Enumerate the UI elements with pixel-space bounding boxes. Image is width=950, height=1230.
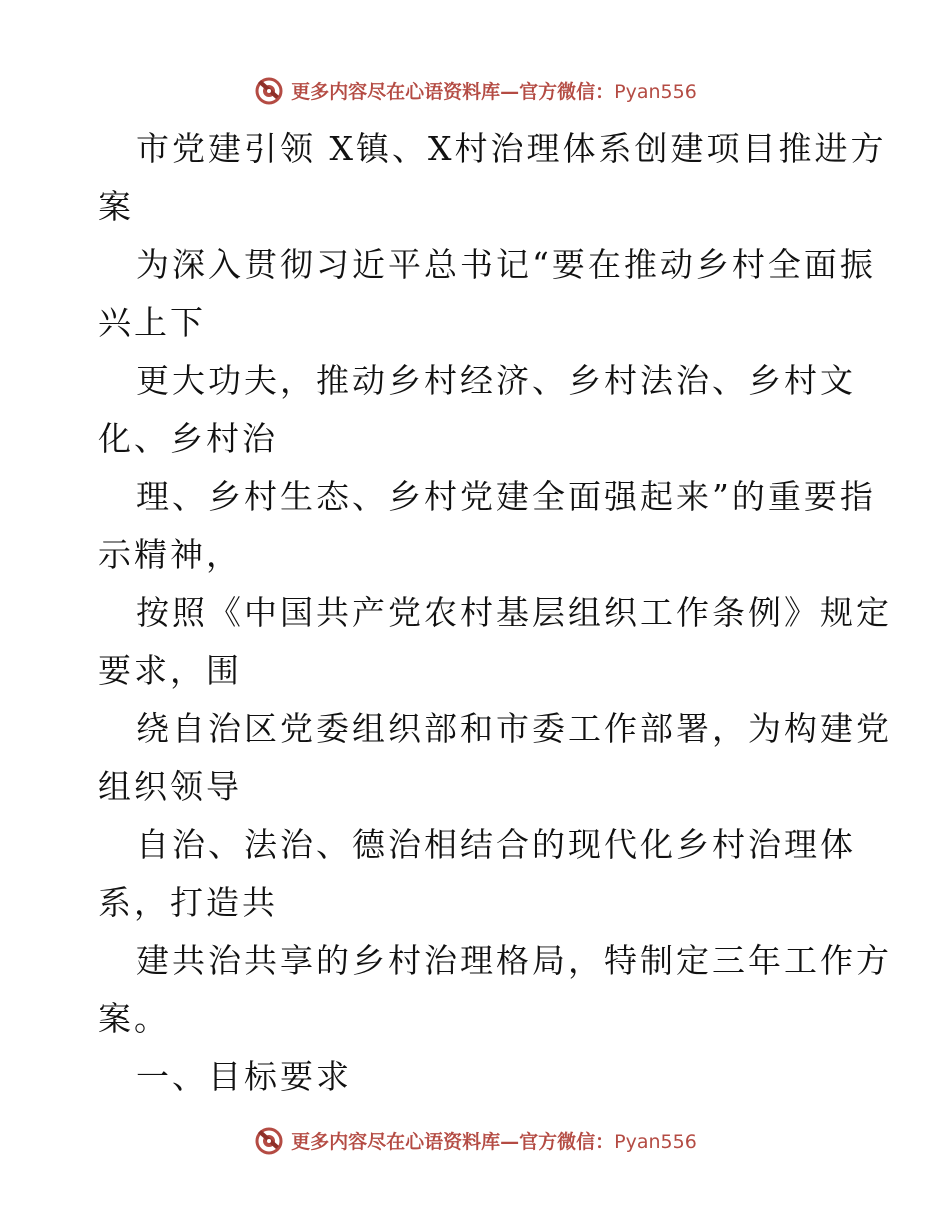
document-line: 理、乡村生态、乡村党建全面强起来”的重要指 [136, 477, 876, 516]
document-line: 案 [98, 187, 134, 226]
document-line: 为深入贯彻习近平总书记“要在推动乡村全面振 [136, 245, 876, 284]
watermark-handle: Pyan556 [614, 80, 697, 103]
document-line: 按照《中国共产党农村基层组织工作条例》规定 [136, 593, 892, 632]
document-line: 示精神， [98, 535, 242, 574]
document-line: 兴上下 [98, 303, 206, 342]
document-line: 系，打造共 [98, 883, 278, 922]
footer-watermark [0, 1120, 950, 1160]
pen-circle-logo-icon [253, 1124, 285, 1156]
document-line: 自治、法治、德治相结合的现代化乡村治理体 [136, 825, 856, 864]
pen-circle-logo-icon [253, 74, 285, 106]
document-body [98, 120, 892, 1106]
document-line: 更大功夫，推动乡村经济、乡村法治、乡村文 [136, 361, 856, 400]
document-line: 建共治共享的乡村治理格局，特制定三年工作方 [136, 941, 892, 980]
document-line: 一、目标要求 [136, 1057, 352, 1096]
watermark-label: 更多内容尽在心语资料库—官方微信： [291, 80, 615, 103]
watermark-group [253, 1124, 697, 1156]
document-line: 案。 [98, 999, 170, 1038]
watermark-text [291, 1127, 697, 1154]
header-watermark [0, 70, 950, 110]
watermark-group [253, 74, 697, 106]
document-line: 绕自治区党委组织部和市委工作部署，为构建党 [136, 709, 892, 748]
document-line: 化、乡村治 [98, 419, 278, 458]
document-line: 市党建引领 X镇、X村治理体系创建项目推进方 [136, 129, 887, 168]
watermark-label: 更多内容尽在心语资料库—官方微信： [291, 1130, 615, 1153]
watermark-handle: Pyan556 [614, 1130, 697, 1153]
document-line: 要求，围 [98, 651, 242, 690]
document-line: 组织领导 [98, 767, 242, 806]
watermark-text [291, 77, 697, 104]
